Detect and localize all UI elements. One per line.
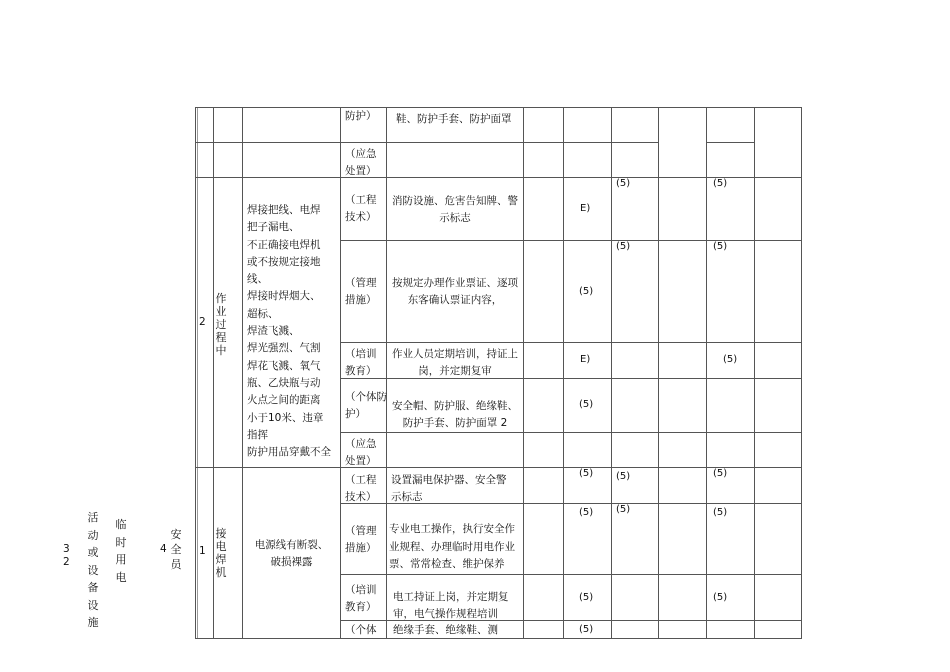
risk-rating: (5) — [579, 286, 594, 297]
risk-rating: (5) — [616, 471, 631, 482]
risk-rating: (5) — [616, 178, 631, 189]
stage-label: 作 业 过 程 中 — [215, 292, 227, 357]
risk-rating: (5) — [713, 178, 728, 189]
control-category: （应急 处置） — [345, 148, 377, 177]
hazard-description: 电源线有断裂、 破损裸露 — [254, 539, 329, 568]
risk-rating: (5) — [579, 468, 594, 479]
control-category: （培训 教育） — [345, 584, 377, 613]
item-number-digit: 2 — [63, 556, 70, 568]
risk-rating: (5) — [616, 504, 631, 515]
control-measure: 电工持证上岗，并定期复 审，电气操作规程培训 — [393, 591, 509, 620]
table-border-left — [195, 107, 196, 639]
risk-rating: (5) — [616, 241, 631, 252]
control-measure: 作业人员定期培训，持证上 岗，并定期复审 — [392, 348, 518, 377]
activity-label: 活 动 或 设 备 设 施 — [87, 511, 99, 629]
temp-power-label: 临 时 用 电 — [115, 518, 127, 584]
control-measure: 绝缘手套、绝缘鞋、测 — [393, 624, 498, 636]
risk-rating: (5) — [579, 399, 594, 410]
table-border-top — [195, 107, 801, 108]
control-category: （工程 技术） — [345, 194, 377, 223]
control-measure: 安全帽、防护服、绝缘鞋、 防护手套、防护面罩 2 — [392, 400, 518, 429]
control-measure: 按规定办理作业票证、逐项 东客确认票证内容， — [392, 277, 518, 306]
risk-rating: (5) — [713, 241, 728, 252]
table-border-right — [801, 107, 802, 639]
control-category: 防护） — [345, 110, 377, 122]
control-measure: 鞋、防护手套、防护面罩 — [396, 113, 512, 125]
safety-officer-label: 安 全 员 — [170, 528, 182, 571]
equipment-label: 接 电 焊 机 — [215, 527, 227, 579]
risk-rating: E) — [580, 354, 591, 365]
group-index: 2 — [199, 316, 206, 328]
control-category: （个体 — [345, 624, 377, 636]
control-category: （培训 教育） — [345, 348, 377, 377]
control-measure: 消防设施、危害告知牌、警 示标志 — [392, 195, 518, 224]
control-category: （应急 处置） — [345, 438, 377, 467]
control-category: （管理 措施） — [345, 525, 377, 554]
risk-rating: (5) — [579, 507, 594, 518]
risk-rating: (5) — [579, 592, 594, 603]
risk-rating: (5) — [713, 592, 728, 603]
control-category: （工程 技术） — [345, 474, 377, 503]
control-measure: 设置漏电保护器、安全警 示标志 — [391, 474, 507, 503]
risk-rating: (5) — [713, 468, 728, 479]
risk-rating: E) — [580, 203, 591, 214]
risk-rating: (5) — [713, 507, 728, 518]
item-number-digit: 4 — [160, 543, 167, 555]
risk-rating: (5) — [723, 354, 738, 365]
item-number-digit: 3 — [63, 543, 70, 555]
control-measure: 专业电工操作，执行安全作 业规程、办理临时用电作业 票、常常检查、维护保养 — [389, 523, 515, 570]
group-index: 1 — [199, 545, 206, 557]
control-category: （管理 措施） — [345, 277, 377, 306]
control-category: （个体防 护） — [345, 391, 387, 420]
hazard-description: 焊接把线、电焊 把子漏电、 不正确接电焊机 或不按规定接地 线、 焊接时焊烟大、 超标、 焊渣飞溅、 焊光强烈、气割 焊花飞溅、氧气 瓶、乙炔瓶与动 火点之间的距离 小于10米、违章 指挥 防护用品穿戴不全 — [247, 204, 331, 459]
risk-rating: (5) — [579, 624, 594, 635]
